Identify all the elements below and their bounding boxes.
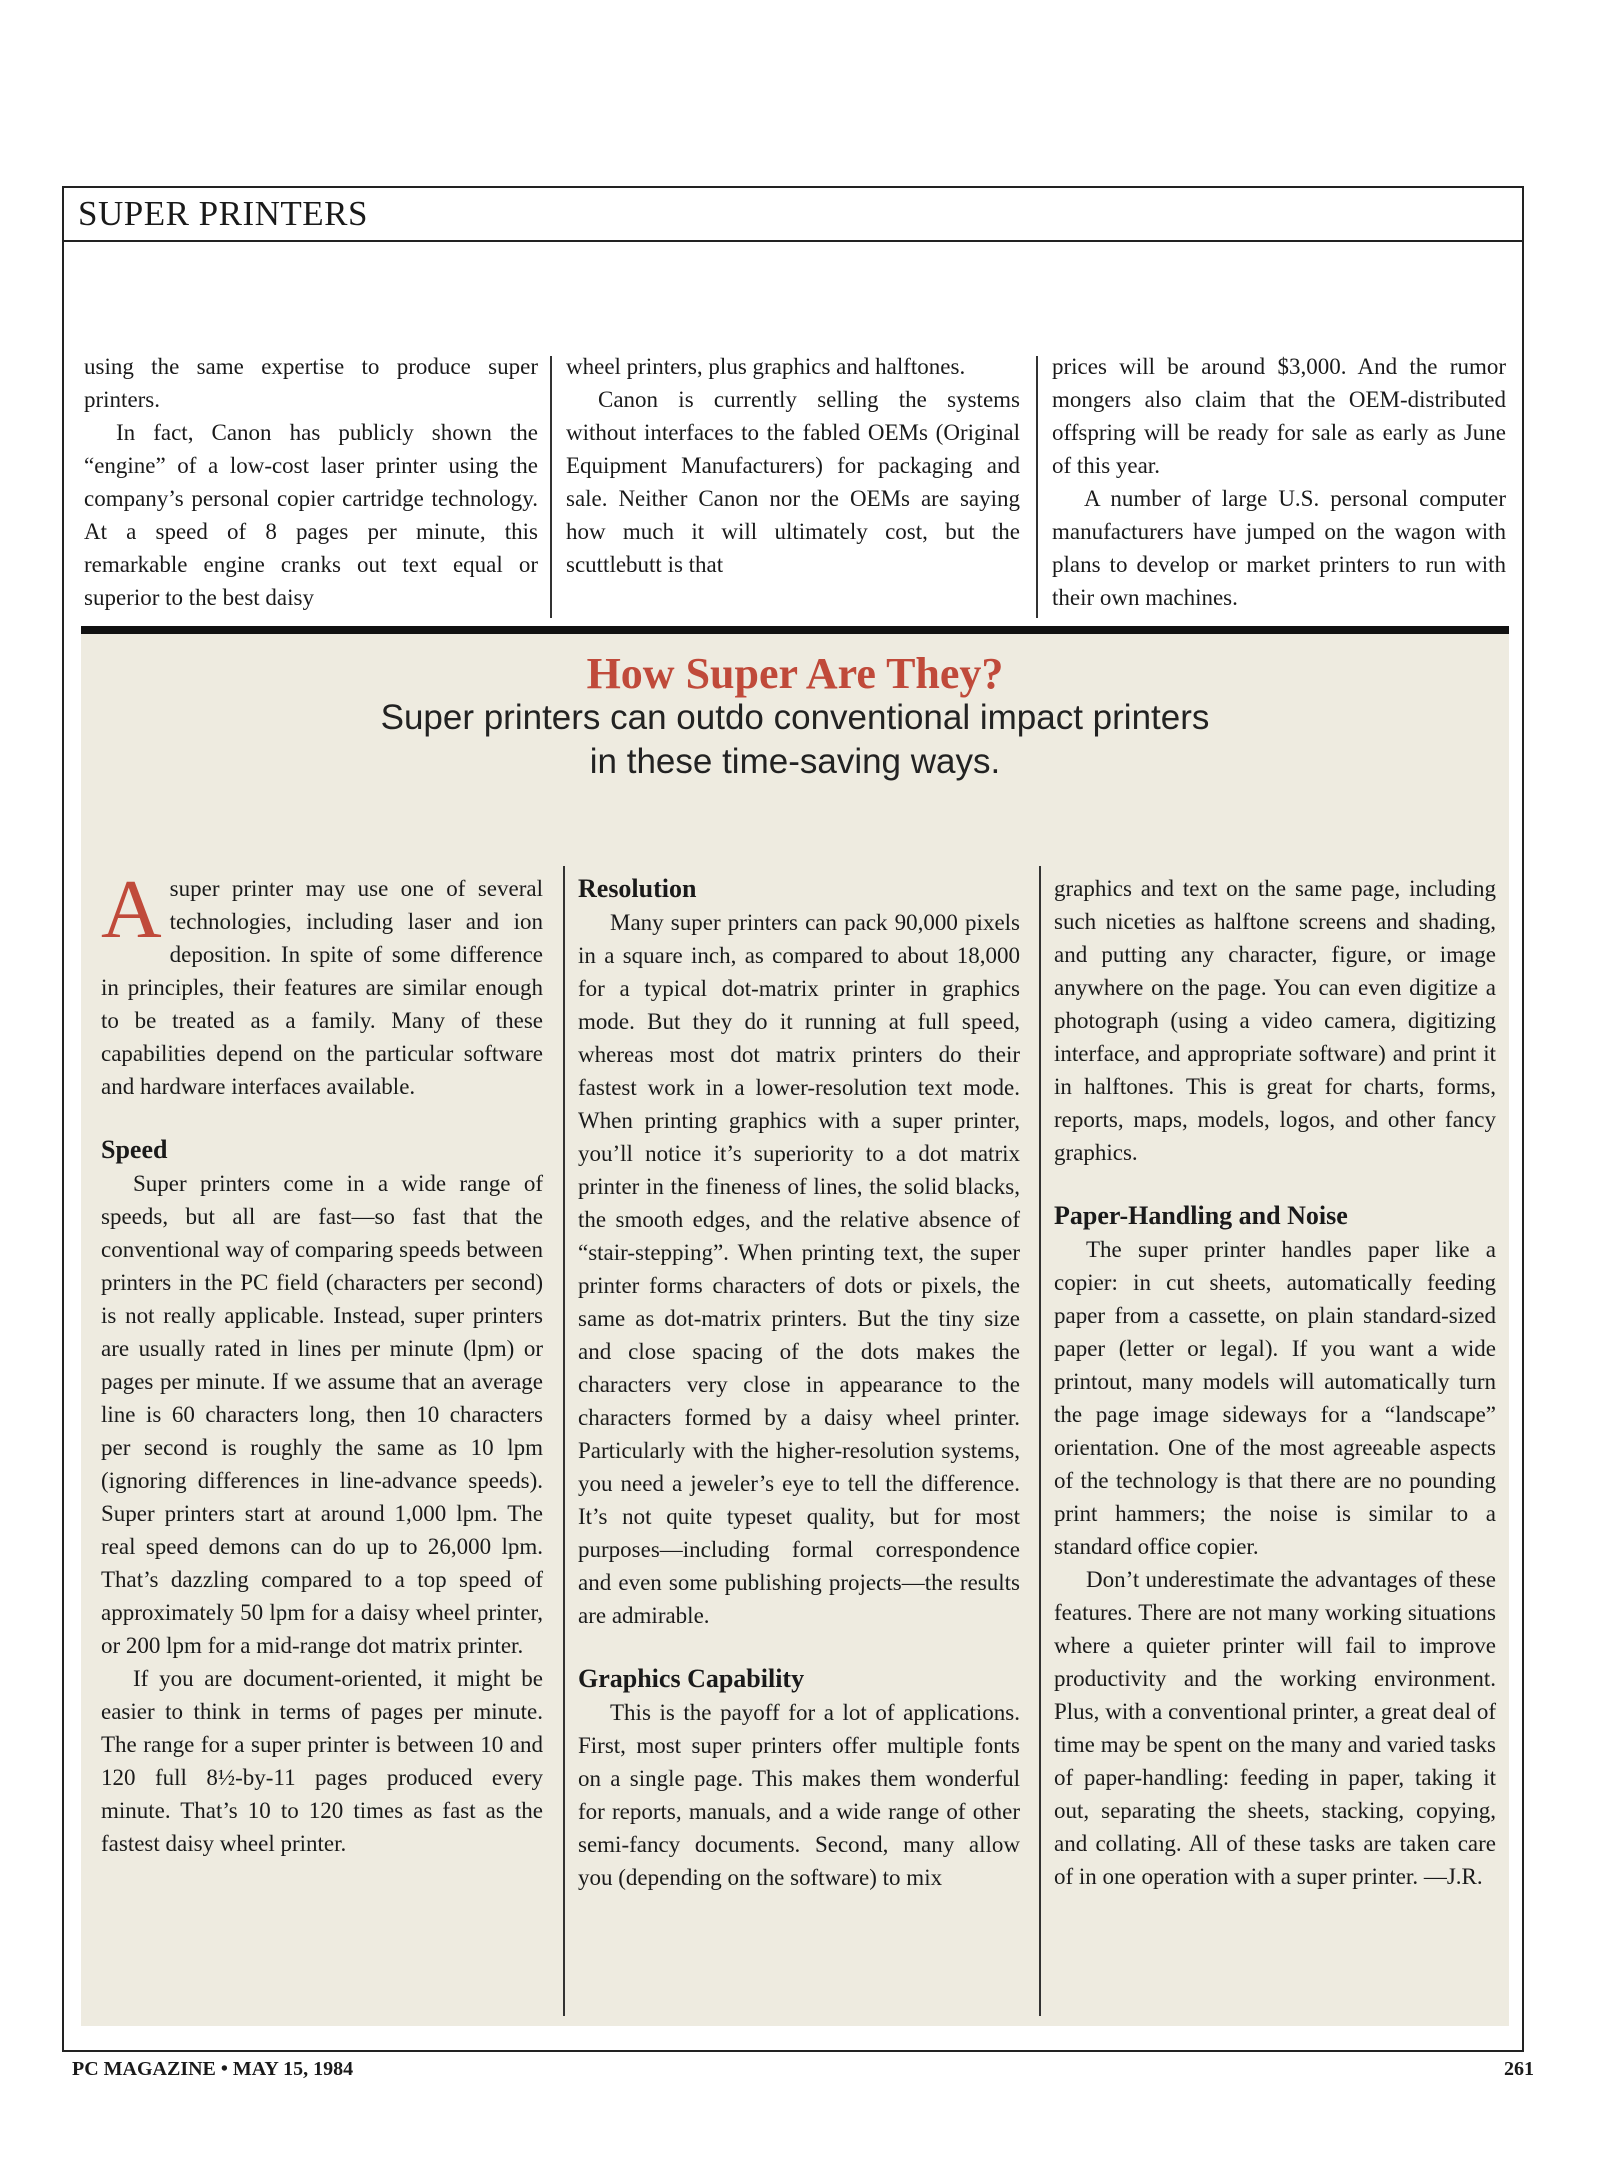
paragraph: If you are document-oriented, it might be easier to think in terms of pages per minute. The range for a super printer is between 10 and 120 full 8½-by-11 pages produced every minute. That’s 10 to 120 times as fast as the fastest daisy wheel printer.	[101, 1666, 543, 1856]
sidebar-title: How Super Are They?	[586, 649, 1004, 698]
sidebar-box	[81, 626, 1509, 2026]
intro-text: super printer may use one of several technologies, including laser and ion deposition. In spite of some difference in principles, their features are similar enough to be treated as a family. Many of these capabilities depend on the particular software and hardware interfaces available.	[101, 876, 543, 1099]
sidebar-column-2	[578, 872, 1020, 1894]
page-number: 261	[1504, 2058, 1534, 2080]
publication-line: PC MAGAZINE • MAY 15, 1984	[72, 2058, 354, 2080]
paragraph: Super printers come in a wide range of speeds, but all are fast—so fast that the conventional way of comparing speeds between printers in the PC field (characters per second) is not really applicable. Instead, super printers are usually rated in lines per minute (lpm) or pages per minute. If we assume that an average line is 60 characters long, then 10 characters per second is roughly the same as 10 lpm (ignoring differences in line-advance speeds). Super printers start at around 1,000 lpm. The real speed demons can do up to 26,000 lpm. That’s dazzling compared to a top speed of approximately 50 lpm for a daisy wheel printer, or 200 lpm for a mid-range dot matrix printer.	[101, 1171, 543, 1658]
resolution-heading: Resolution	[578, 874, 697, 903]
paragraph: prices will be around $3,000. And the rumor mongers also claim that the OEM-distributed offspring will be ready for sale as early as June of this year.	[1052, 354, 1506, 478]
graphics-heading: Graphics Capability	[578, 1664, 805, 1693]
sidebar-subtitle-line: in these time-saving ways.	[589, 742, 1001, 781]
paragraph: Many super printers can pack 90,000 pixels in a square inch, as compared to about 18,000 for a typical dot-matrix printer in graphics mode. But they do it running at full speed, whereas most dot matrix printers do their fastest work in a lower-resolution text mode. When printing graphics with a super printer, you’ll notice it’s superiority to a dot matrix printer in the fineness of lines, the solid blacks, the smooth edges, and the relative absence of “stair-stepping”. When printing text, the super printer forms characters of dots or pixels, the same as dot-matrix printers. But the tiny size and close spacing of the dots makes the characters very close in appearance to the characters formed by a daisy wheel printer. Particularly with the higher-resolution systems, you need a jeweler’s eye to tell the difference. It’s not quite typeset quality, but for most purposes—including formal correspondence and even some publishing projects—the results are admirable.	[578, 910, 1020, 1628]
top-column-3	[1052, 350, 1506, 614]
page-frame	[62, 186, 1524, 2052]
drop-cap: A	[101, 863, 162, 956]
sidebar-column-3	[1054, 872, 1496, 1893]
column-divider	[563, 866, 565, 2016]
top-column-2	[566, 350, 1020, 581]
top-column-1	[84, 350, 538, 614]
section-title: SUPER PRINTERS	[78, 194, 368, 233]
paragraph: graphics and text on the same page, including such niceties as halftone screens and shading, and putting any character, figure, or image anywhere on the page. You can even digitize a photograph (using a video camera, digitizing interface, and appropriate software) and print it in halftones. This is great for charts, forms, reports, maps, models, logos, and other fancy graphics.	[1054, 876, 1496, 1165]
page-footer	[72, 2058, 1534, 2081]
paragraph: Don’t underestimate the advantages of these features. There are not many working situations where a quieter printer will fail to improve productivity and the working environment. Plus, with a conventional printer, a great deal of time may be spent on the many and varied tasks of paper-handling: feeding in paper, taking it out, separating the sheets, stacking, copying, and collating. All of these tasks are taken care of in one operation with a super printer. —J.R.	[1054, 1567, 1496, 1889]
sidebar-subtitle-line: Super printers can outdo conventional impact printers	[380, 698, 1210, 737]
paper-handling-heading: Paper-Handling and Noise	[1054, 1201, 1348, 1230]
paragraph: Canon is currently selling the systems without interfaces to the fabled OEMs (Original Equipment Manufacturers) for packaging and sale. Neither Canon nor the OEMs are saying how much it will ultimately cost, but the scuttlebutt is that	[566, 387, 1020, 577]
speed-heading: Speed	[101, 1135, 168, 1164]
paragraph: In fact, Canon has publicly shown the “engine” of a low-cost laser printer using the company’s personal copier cartridge technology. At a speed of 8 pages per minute, this remarkable engine cranks out text equal or superior to the best daisy	[84, 420, 538, 610]
column-divider	[1036, 356, 1038, 618]
paragraph: wheel printers, plus graphics and halftones.	[566, 354, 966, 379]
sidebar-column-1	[101, 863, 543, 1860]
paragraph: A number of large U.S. personal computer manufacturers have jumped on the wagon with plans to develop or market printers to run with their own machines.	[1052, 486, 1506, 610]
paragraph: The super printer handles paper like a copier: in cut sheets, automatically feeding paper from a cassette, on plain standard-sized paper (letter or legal). If you want a wide printout, many models will automatically turn the page image sideways for a “landscape” orientation. One of the most agreeable aspects of the technology is that there are no pounding print hammers; the noise is similar to a standard office copier.	[1054, 1237, 1496, 1559]
column-divider	[1039, 866, 1041, 2016]
intro-paragraph	[101, 863, 543, 1103]
paragraph: This is the payoff for a lot of applications. First, most super printers offer multiple fonts on a single page. This makes them wonderful for reports, manuals, and a wide range of other semi-fancy documents. Second, many allow you (depending on the software) to mix	[578, 1700, 1020, 1890]
sidebar-subtitle	[81, 696, 1509, 784]
paragraph: using the same expertise to produce super printers.	[84, 354, 538, 412]
column-divider	[550, 356, 552, 618]
section-header	[64, 188, 1522, 242]
